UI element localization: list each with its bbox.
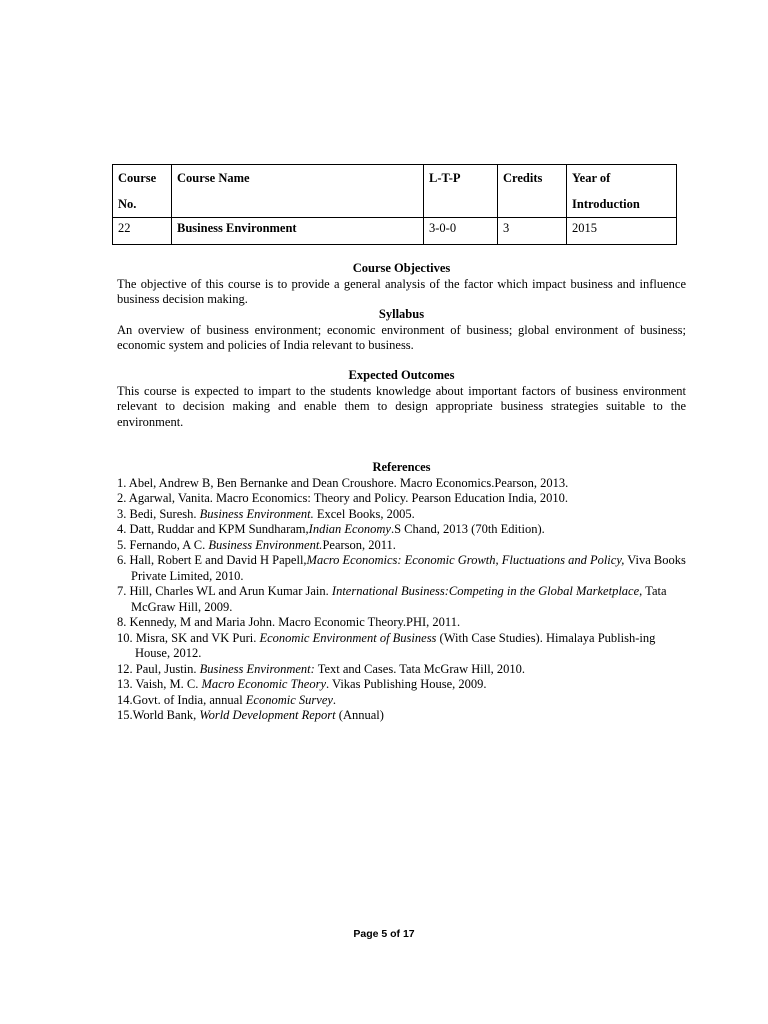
cell-year: 2015 xyxy=(567,218,677,245)
outcomes-text: This course is expected to impart to the students knowledge about important factors of business environment relevant to decision making and enable them to design appropriate business strategies suitable to the environment. xyxy=(117,383,686,429)
list-item: 14.Govt. of India, annual Economic Survey. xyxy=(117,692,337,707)
list-item: 8. Kennedy, M and Maria John. Macro Economic Theory.PHI, 2011. xyxy=(117,615,461,629)
course-table xyxy=(112,164,677,245)
header-ltp: L-T-P xyxy=(424,165,498,218)
references-heading: References xyxy=(372,460,431,474)
list-item: 3. Bedi, Suresh. Business Environment. Excel Books, 2005. xyxy=(117,506,415,521)
header-year: Year of Introduction xyxy=(567,165,677,218)
list-item: 2. Agarwal, Vanita. Macro Economics: Theory and Policy. Pearson Education India, 2010. xyxy=(117,491,569,505)
syllabus-text: An overview of business environment; economic environment of business; global environment of business; economic system and policies of India relevant to business. xyxy=(117,322,686,352)
list-item: 12. Paul, Justin. Business Environment: Text and Cases. Tata McGraw Hill, 2010. xyxy=(117,661,526,676)
header-credits: Credits xyxy=(498,165,567,218)
cell-credits: 3 xyxy=(498,218,567,245)
objectives-section xyxy=(117,261,686,308)
header-course-no: Course No. xyxy=(113,165,172,218)
objectives-heading: Course Objectives xyxy=(352,261,451,275)
list-item: 7. Hill, Charles WL and Arun Kumar Jain. International Business:Competing in the Global Marketplace, Tata McGraw Hill, 2009. xyxy=(117,584,667,614)
list-item: 5. Fernando, A C. Business Environment.Pearson, 2011. xyxy=(117,537,396,552)
objectives-text: The objective of this course is to provide a general analysis of the factor which impact business and influence business decision making. xyxy=(117,276,686,306)
table-row xyxy=(113,218,677,245)
course-table-header-row xyxy=(113,165,677,218)
list-item: 1. Abel, Andrew B, Ben Bernanke and Dean Croushore. Macro Economics.Pearson, 2013. xyxy=(117,475,569,490)
list-item: 10. Misra, SK and VK Puri. Economic Environment of Business (With Case Studies). Himalaya Publish-ing House, 2012. xyxy=(117,630,656,660)
list-item: 4. Datt, Ruddar and KPM Sundharam,Indian Economy.S Chand, 2013 (70th Edition). xyxy=(117,522,545,536)
header-course-name: Course Name xyxy=(172,165,424,218)
outcomes-heading: Expected Outcomes xyxy=(348,368,455,382)
list-item: 13. Vaish, M. C. Macro Economic Theory. Vikas Publishing House, 2009. xyxy=(117,677,487,691)
page-number: Page 5 of 17 xyxy=(353,928,415,940)
list-item: 15.World Bank, World Development Report (Annual) xyxy=(117,708,384,722)
syllabus-heading: Syllabus xyxy=(378,307,425,321)
syllabus-section xyxy=(117,307,686,354)
outcomes-section xyxy=(117,368,686,430)
references-list xyxy=(117,476,686,724)
references-section xyxy=(117,460,686,724)
list-item: 6. Hall, Robert E and David H Papell,Macro Economics: Economic Growth, Fluctuations and Policy, Viva Books Private Limited, 2010. xyxy=(117,553,686,583)
cell-course-no: 22 xyxy=(113,218,172,245)
cell-ltp: 3-0-0 xyxy=(424,218,498,245)
cell-course-name: Business Environment xyxy=(172,218,424,245)
